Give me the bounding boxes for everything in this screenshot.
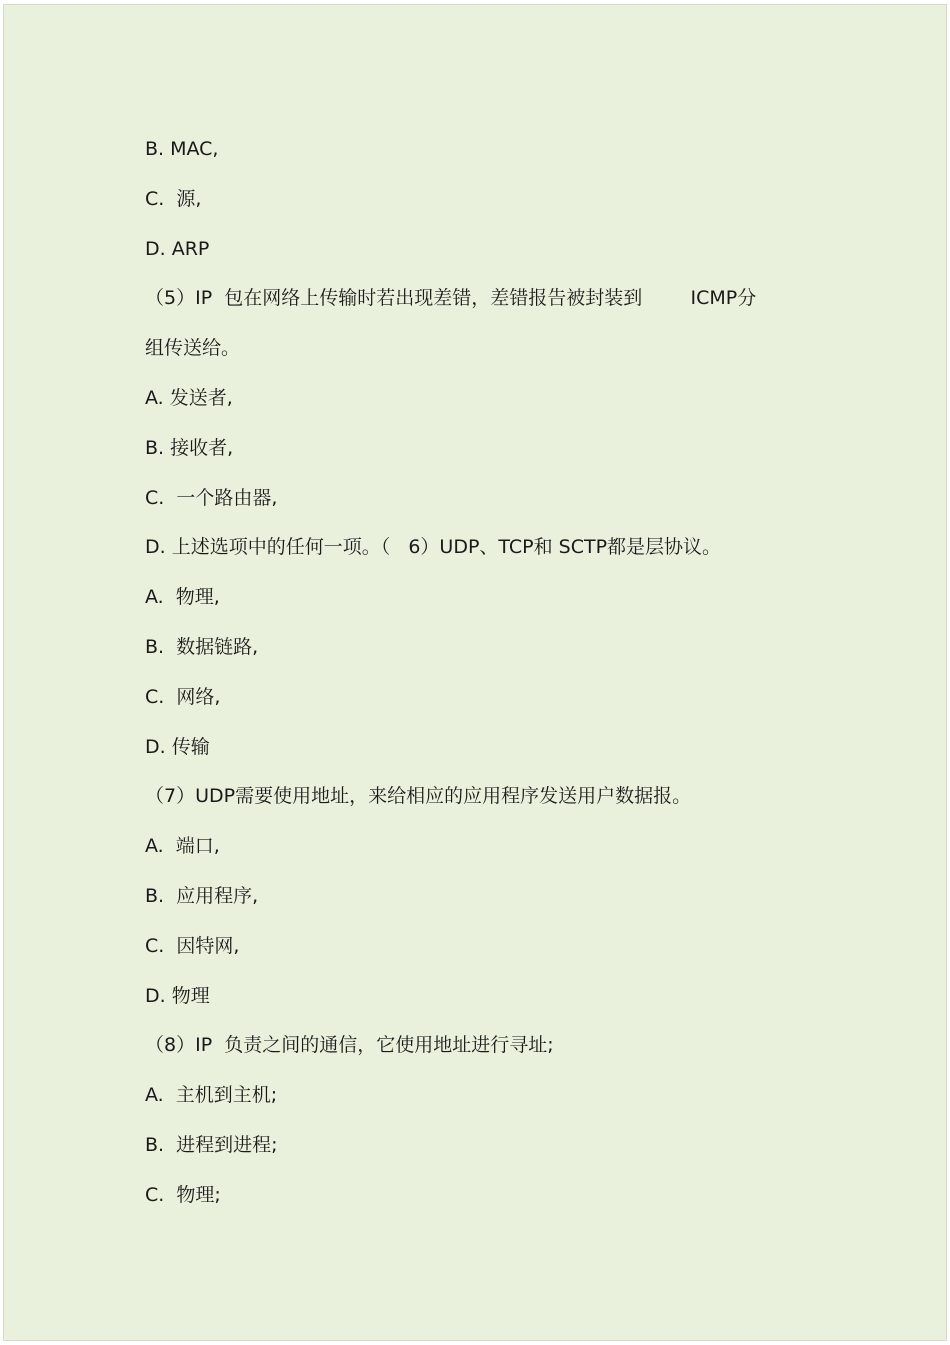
question-5-option-a: A. 发送者,	[145, 386, 233, 409]
page-content	[145, 125, 825, 1221]
question-6-option-b: B. 数据链路,	[145, 635, 259, 658]
question-8-line: （8）IP 负责之间的通信，它使用地址进行寻址;	[145, 1034, 554, 1057]
question-5-option-c: C. 一个路由器,	[145, 486, 278, 509]
question-8-option-b: B. 进程到进程;	[145, 1133, 278, 1156]
question-6-option-d: D. 传输	[145, 735, 210, 758]
option-b-mac: B. MAC,	[145, 138, 219, 160]
question-5-line-1: （5）IP 包在网络上传输时若出现差错，差错报告被封装到 ICMP分	[145, 287, 757, 310]
question-5-option-b: B. 接收者,	[145, 436, 234, 459]
question-8-option-a: A. 主机到主机;	[145, 1084, 278, 1107]
question-8-option-c: C. 物理;	[145, 1183, 221, 1206]
question-6-line: D. 上述选项中的任何一项。（ 6）UDP、TCP和 SCTP都是层协议。	[145, 536, 722, 559]
question-6-option-c: C. 网络,	[145, 685, 221, 708]
option-c-source: C. 源,	[145, 187, 202, 210]
question-7-option-d: D. 物理	[145, 984, 210, 1007]
option-d-arp: D. ARP	[145, 237, 210, 260]
question-7-line: （7）UDP需要使用地址，来给相应的应用程序发送用户数据报。	[145, 785, 692, 808]
question-7-option-a: A. 端口,	[145, 835, 220, 858]
question-6-option-a: A. 物理,	[145, 586, 220, 609]
document-page	[3, 4, 947, 1341]
question-5-line-2: 组传送给。	[145, 337, 241, 360]
question-7-option-b: B. 应用程序,	[145, 884, 259, 907]
question-7-option-c: C. 因特网,	[145, 934, 240, 957]
